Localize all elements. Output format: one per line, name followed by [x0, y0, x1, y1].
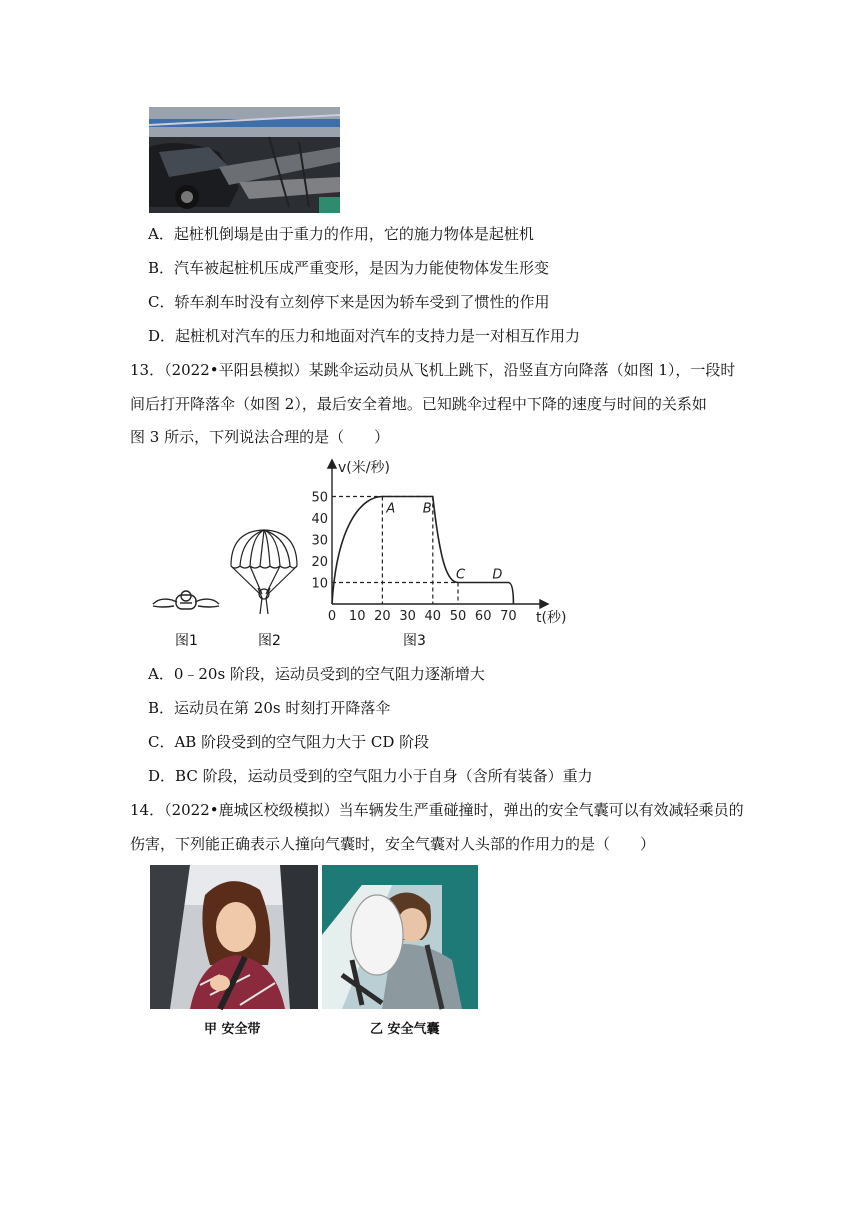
y-tick-40: 40 [311, 512, 328, 527]
airbag-photo [322, 865, 478, 1009]
q13-stem-line-1: 13．（2022•平阳县模拟）某跳伞运动员从飞机上跳下，沿竖直方向降落（如图 1），一段时 [130, 361, 736, 379]
q12-option-d: D．起桩机对汽车的压力和地面对汽车的支持力是一对相互作用力 [148, 327, 581, 345]
x-axis-label: t(秒) [536, 610, 567, 626]
q12-option-c: C．轿车刹车时没有立刻停下来是因为轿车受到了惯性的作用 [148, 293, 550, 311]
velocity-time-chart [311, 458, 578, 628]
y-tick-10: 10 [311, 576, 328, 592]
x-tick-30: 30 [399, 609, 416, 624]
q13-stem-line-3: 图 3 所示，下列说法合理的是（ ） [130, 428, 390, 446]
figure-3-label: 图3 [403, 633, 426, 649]
y-tick-20: 20 [311, 555, 328, 570]
y-axis-label: v(米/秒) [338, 460, 390, 476]
y-tick-30: 30 [311, 533, 328, 549]
x-tick-70: 70 [500, 609, 517, 624]
q12-option-b: B．汽车被起桩机压成严重变形，是因为力能使物体发生形变 [148, 259, 550, 277]
x-tick-10: 10 [348, 609, 366, 624]
airbag-caption: 乙 安全气囊 [370, 1022, 440, 1037]
x-tick-labels [328, 609, 517, 624]
point-label-b: B [422, 501, 432, 517]
y-tick-labels [311, 491, 328, 592]
seatbelt-caption: 甲 安全带 [204, 1022, 261, 1037]
figure-2-label: 图2 [258, 633, 281, 649]
q13-stem-line-2: 间后打开降落伞（如图 2），最后安全着地。已知跳伞过程中下降的速度与时间的关系如 [130, 395, 707, 413]
q13-option-a: A．0﹣20s 阶段，运动员受到的空气阻力逐渐增大 [148, 665, 485, 683]
x-tick-0: 0 [327, 609, 337, 624]
x-tick-50: 50 [449, 609, 467, 624]
figure-2-parachute [228, 528, 300, 618]
q12-option-a: A．起桩机倒塌是由于重力的作用，它的施力物体是起桩机 [148, 225, 534, 243]
y-tick-50: 50 [311, 490, 328, 506]
q13-option-d: D．BC 阶段，运动员受到的空气阻力小于自身（含所有装备）重力 [148, 767, 593, 785]
q13-option-c: C．AB 阶段受到的空气阻力大于 CD 阶段 [148, 733, 430, 751]
figure-1-skydiver [150, 586, 222, 614]
x-tick-20: 20 [374, 609, 391, 624]
q14-stem-line-2: 伤害，下列能正确表示人撞向气囊时，安全气囊对人头部的作用力的是（ ） [130, 835, 656, 853]
seatbelt-photo [150, 865, 318, 1009]
point-label-c: C [456, 567, 466, 583]
q14-stem-line-1: 14．（2022•鹿城区校级模拟）当车辆发生严重碰撞时，弹出的安全气囊可以有效减轻乘员的 [130, 801, 744, 819]
crane-car-photo [149, 107, 340, 213]
point-label-a: A [386, 501, 396, 517]
figure-1-label: 图1 [175, 633, 198, 649]
point-label-d: D [492, 567, 503, 583]
x-tick-60: 60 [474, 609, 492, 624]
q13-option-b: B．运动员在第 20s 时刻打开降落伞 [148, 699, 391, 717]
point-labels [385, 502, 502, 583]
x-tick-40: 40 [424, 609, 442, 624]
